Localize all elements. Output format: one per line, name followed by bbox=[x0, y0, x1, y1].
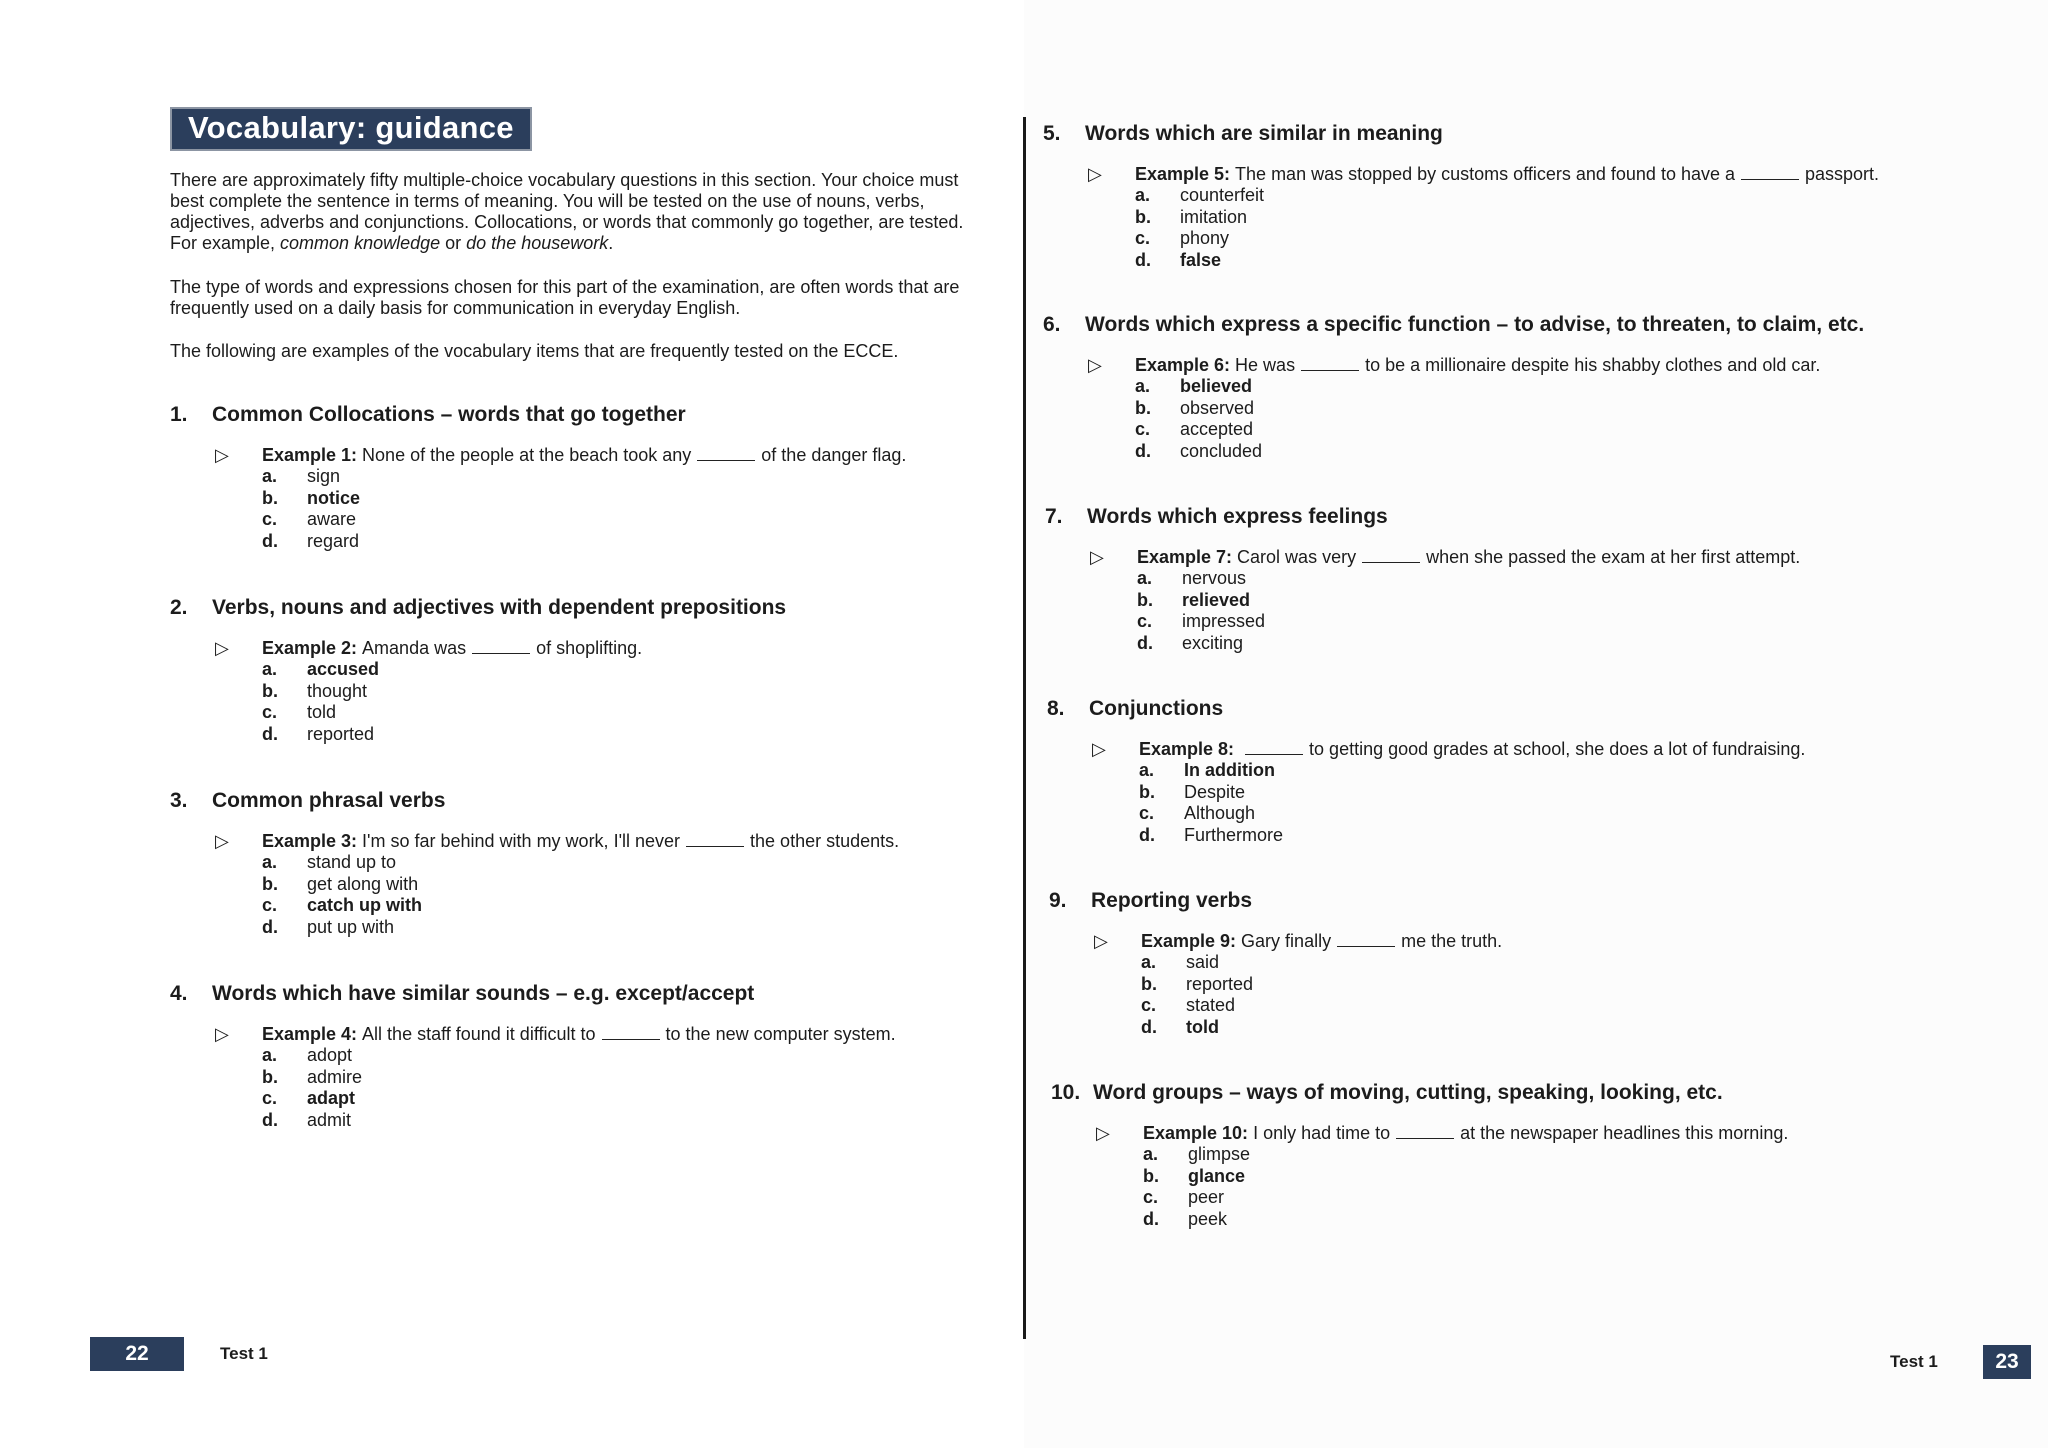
options-list bbox=[262, 1045, 896, 1131]
intro-text: The type of words and expressions chosen for this part of the examination, are often words that are frequently used on a daily basis for communication in everyday English. bbox=[170, 277, 960, 318]
answer-blank bbox=[1301, 356, 1359, 371]
option-text: get along with bbox=[307, 873, 419, 894]
example-text-after: when she passed the exam at her first attempt. bbox=[1426, 547, 1801, 567]
vocab-section-9 bbox=[1049, 889, 1502, 1038]
intro-text: The following are examples of the vocabulary items that are frequently tested on the ECCE. bbox=[170, 341, 899, 361]
option-text: accepted bbox=[1180, 419, 1254, 439]
option-letter: c. bbox=[1135, 228, 1151, 248]
section-title bbox=[1043, 313, 1864, 337]
option-letter: a. bbox=[1141, 952, 1157, 972]
section-number: 1. bbox=[170, 403, 188, 426]
option-answer: glance bbox=[1188, 1165, 1246, 1186]
answer-blank bbox=[1337, 932, 1395, 947]
intro-emphasis: common knowledge bbox=[280, 233, 441, 253]
option-letter: b. bbox=[262, 680, 278, 701]
vocab-section-1 bbox=[170, 403, 906, 552]
intro-paragraph-2 bbox=[170, 277, 970, 319]
option-item bbox=[1135, 185, 1879, 207]
vocab-section-4 bbox=[170, 982, 896, 1131]
section-number: 5. bbox=[1043, 122, 1061, 145]
section-title-text: Words which express feelings bbox=[1087, 505, 1388, 528]
section-number: 9. bbox=[1049, 889, 1067, 912]
section-number: 10. bbox=[1051, 1081, 1081, 1104]
option-item bbox=[262, 895, 899, 917]
example-sentence bbox=[1049, 931, 1502, 952]
section-title-text: Words which are similar in meaning bbox=[1085, 122, 1443, 145]
option-item bbox=[1135, 207, 1879, 229]
section-number: 4. bbox=[170, 982, 188, 1005]
options-list bbox=[1135, 185, 1879, 271]
example-text-before: I'm so far behind with my work, I'll never bbox=[362, 831, 681, 851]
option-answer: believed bbox=[1180, 376, 1253, 396]
option-letter: b. bbox=[1139, 781, 1155, 802]
option-item bbox=[1137, 568, 1800, 590]
option-text: Despite bbox=[1184, 781, 1246, 802]
triangle-arrow-icon: ▷ bbox=[1088, 355, 1102, 375]
example-text-before: None of the people at the beach took any bbox=[362, 445, 692, 465]
option-text: nervous bbox=[1182, 568, 1247, 588]
option-text: glimpse bbox=[1188, 1144, 1251, 1164]
option-answer: relieved bbox=[1182, 589, 1251, 610]
example-sentence bbox=[1051, 1123, 1788, 1144]
option-answer: false bbox=[1180, 249, 1222, 270]
option-item bbox=[262, 702, 786, 724]
options-list bbox=[262, 659, 786, 745]
options-list bbox=[1135, 376, 1864, 462]
option-answer: adapt bbox=[307, 1088, 356, 1108]
option-item bbox=[262, 724, 786, 746]
option-text: reported bbox=[307, 723, 375, 744]
option-text: sign bbox=[307, 466, 341, 486]
example-label: Example 9: bbox=[1141, 931, 1237, 951]
triangle-arrow-icon: ▷ bbox=[1096, 1123, 1110, 1143]
option-letter: a. bbox=[262, 1045, 278, 1065]
option-item bbox=[1137, 633, 1800, 655]
option-text: concluded bbox=[1180, 440, 1263, 461]
option-item bbox=[1143, 1144, 1788, 1166]
example-label: Example 1: bbox=[262, 445, 358, 465]
intro-paragraph-1 bbox=[170, 170, 970, 254]
options-list bbox=[1141, 952, 1502, 1038]
option-letter: b. bbox=[262, 487, 278, 508]
option-answer: In addition bbox=[1184, 760, 1275, 780]
example-text-after: of shoplifting. bbox=[536, 638, 643, 658]
option-answer: catch up with bbox=[307, 895, 423, 915]
option-item bbox=[1141, 974, 1502, 996]
option-text: observed bbox=[1180, 397, 1255, 418]
option-letter: b. bbox=[1141, 973, 1157, 994]
option-letter: d. bbox=[262, 1109, 278, 1130]
option-letter: d. bbox=[1135, 440, 1151, 461]
option-item bbox=[1135, 228, 1879, 250]
example-sentence bbox=[170, 831, 899, 852]
section-title bbox=[1047, 697, 1805, 721]
option-item bbox=[1135, 376, 1864, 398]
answer-blank bbox=[1362, 548, 1420, 563]
option-item bbox=[262, 488, 906, 510]
option-text: adopt bbox=[307, 1045, 353, 1065]
option-letter: b. bbox=[262, 1066, 278, 1087]
section-title bbox=[1045, 505, 1800, 529]
options-list bbox=[262, 852, 899, 938]
section-number: 6. bbox=[1043, 313, 1061, 336]
example-sentence bbox=[1045, 547, 1800, 568]
option-text: admit bbox=[307, 1109, 352, 1130]
option-letter: c. bbox=[1143, 1187, 1159, 1207]
option-letter: b. bbox=[1135, 397, 1151, 418]
option-text: admire bbox=[307, 1066, 363, 1087]
option-letter: c. bbox=[1141, 995, 1157, 1015]
section-title bbox=[170, 596, 786, 620]
triangle-arrow-icon: ▷ bbox=[215, 1024, 229, 1044]
option-text: exciting bbox=[1182, 632, 1244, 653]
example-text-after: the other students. bbox=[750, 831, 900, 851]
option-letter: c. bbox=[262, 1088, 278, 1108]
example-text-after: of the danger flag. bbox=[761, 445, 907, 465]
triangle-arrow-icon: ▷ bbox=[1090, 547, 1104, 567]
option-answer: notice bbox=[307, 487, 361, 508]
option-item bbox=[1139, 760, 1805, 782]
example-sentence bbox=[1043, 355, 1864, 376]
example-text-before: He was bbox=[1235, 355, 1296, 375]
example-text-after: me the truth. bbox=[1401, 931, 1503, 951]
answer-blank bbox=[1396, 1124, 1454, 1139]
option-text: Although bbox=[1184, 803, 1256, 823]
section-title bbox=[170, 403, 906, 427]
option-item bbox=[262, 509, 906, 531]
answer-blank bbox=[472, 639, 530, 654]
option-item bbox=[262, 681, 786, 703]
page-spine bbox=[1023, 117, 1026, 1339]
option-item bbox=[1141, 952, 1502, 974]
option-item bbox=[1139, 825, 1805, 847]
answer-blank bbox=[686, 832, 744, 847]
option-answer: told bbox=[1186, 1016, 1219, 1037]
example-sentence bbox=[1043, 164, 1879, 185]
answer-blank bbox=[602, 1025, 660, 1040]
footer-test-label-left: Test 1 bbox=[220, 1344, 268, 1363]
example-sentence bbox=[170, 638, 786, 659]
section-number: 8. bbox=[1047, 697, 1065, 720]
option-letter: c. bbox=[262, 702, 278, 722]
example-text-after: to getting good grades at school, she does a lot of fundraising. bbox=[1309, 739, 1806, 759]
section-title-text: Conjunctions bbox=[1089, 697, 1224, 720]
example-label: Example 5: bbox=[1135, 164, 1231, 184]
options-list bbox=[1137, 568, 1800, 654]
triangle-arrow-icon: ▷ bbox=[215, 445, 229, 465]
example-text-after: to be a millionaire despite his shabby clothes and old car. bbox=[1365, 355, 1821, 375]
option-letter: c. bbox=[1139, 803, 1155, 823]
option-letter: a. bbox=[1135, 185, 1151, 205]
vocab-section-3 bbox=[170, 789, 899, 938]
vocab-section-6 bbox=[1043, 313, 1864, 462]
example-sentence bbox=[170, 1024, 896, 1045]
option-item bbox=[1137, 611, 1800, 633]
option-letter: c. bbox=[1137, 611, 1153, 631]
option-item bbox=[1139, 782, 1805, 804]
option-text: said bbox=[1186, 952, 1220, 972]
option-text: counterfeit bbox=[1180, 185, 1265, 205]
option-item bbox=[1139, 803, 1805, 825]
section-title-text: Common Collocations – words that go together bbox=[212, 403, 686, 426]
example-label: Example 7: bbox=[1137, 547, 1233, 567]
option-letter: a. bbox=[1139, 760, 1155, 780]
option-letter: d. bbox=[262, 916, 278, 937]
option-text: told bbox=[307, 702, 337, 722]
section-title bbox=[1049, 889, 1502, 913]
option-letter: a. bbox=[262, 852, 278, 872]
example-text-before: Gary finally bbox=[1241, 931, 1332, 951]
option-letter: c. bbox=[1135, 419, 1151, 439]
option-item bbox=[262, 852, 899, 874]
example-text-before: The man was stopped by customs officers and found to have a bbox=[1235, 164, 1736, 184]
intro-text: There are approximately fifty multiple-choice vocabulary questions in this section. Your choice must best complete the sentence in terms of meaning. You will be tested on the use of nouns, verbs, adjectives, adverbs and conjunctions. Collocations, or words that commonly go together, are tested. For example, bbox=[170, 170, 964, 253]
option-item bbox=[1143, 1187, 1788, 1209]
example-label: Example 2: bbox=[262, 638, 358, 658]
option-letter: b. bbox=[1135, 206, 1151, 227]
vocab-section-10 bbox=[1051, 1081, 1788, 1230]
option-item bbox=[1135, 419, 1864, 441]
option-letter: b. bbox=[1137, 589, 1153, 610]
option-item bbox=[262, 1045, 896, 1067]
option-text: peer bbox=[1188, 1187, 1225, 1207]
example-label: Example 4: bbox=[262, 1024, 358, 1044]
example-text-before: I only had time to bbox=[1253, 1123, 1391, 1143]
option-letter: b. bbox=[1143, 1165, 1159, 1186]
option-letter: a. bbox=[262, 466, 278, 486]
option-text: Furthermore bbox=[1184, 824, 1284, 845]
option-letter: d. bbox=[1141, 1016, 1157, 1037]
triangle-arrow-icon: ▷ bbox=[1088, 164, 1102, 184]
section-title-text: Words which have similar sounds – e.g. except/accept bbox=[212, 982, 755, 1005]
option-letter: d. bbox=[1135, 249, 1151, 270]
answer-blank bbox=[697, 446, 755, 461]
option-answer: accused bbox=[307, 659, 380, 679]
example-label: Example 3: bbox=[262, 831, 358, 851]
option-item bbox=[262, 531, 906, 553]
option-letter: b. bbox=[262, 873, 278, 894]
example-text-after: to the new computer system. bbox=[665, 1024, 896, 1044]
example-text-before: Carol was very bbox=[1237, 547, 1357, 567]
options-list bbox=[262, 466, 906, 552]
option-text: phony bbox=[1180, 228, 1230, 248]
option-text: stated bbox=[1186, 995, 1236, 1015]
option-text: imitation bbox=[1180, 206, 1248, 227]
option-text: thought bbox=[307, 680, 368, 701]
intro-text: or bbox=[440, 233, 467, 253]
triangle-arrow-icon: ▷ bbox=[215, 831, 229, 851]
option-letter: d. bbox=[1137, 632, 1153, 653]
option-letter: d. bbox=[262, 723, 278, 744]
option-item bbox=[262, 466, 906, 488]
answer-blank bbox=[1741, 165, 1799, 180]
section-number: 7. bbox=[1045, 505, 1063, 528]
option-letter: a. bbox=[262, 659, 278, 679]
option-item bbox=[262, 1110, 896, 1132]
option-letter: d. bbox=[1139, 824, 1155, 845]
section-number: 2. bbox=[170, 596, 188, 619]
example-text-after: at the newspaper headlines this morning. bbox=[1460, 1123, 1789, 1143]
option-item bbox=[262, 1067, 896, 1089]
option-text: put up with bbox=[307, 916, 395, 937]
triangle-arrow-icon: ▷ bbox=[1092, 739, 1106, 759]
vocab-section-2 bbox=[170, 596, 786, 745]
section-title-text: Common phrasal verbs bbox=[212, 789, 446, 812]
option-letter: c. bbox=[262, 509, 278, 529]
example-text-after: passport. bbox=[1805, 164, 1880, 184]
option-item bbox=[1135, 250, 1879, 272]
option-text: impressed bbox=[1182, 611, 1266, 631]
option-item bbox=[1135, 398, 1864, 420]
option-item bbox=[262, 874, 899, 896]
option-letter: a. bbox=[1135, 376, 1151, 396]
example-text-before: Amanda was bbox=[362, 638, 467, 658]
answer-blank bbox=[1245, 740, 1303, 755]
example-sentence bbox=[170, 445, 906, 466]
footer-test-label-right: Test 1 bbox=[1890, 1352, 1938, 1371]
vocab-section-8 bbox=[1047, 697, 1805, 846]
section-title bbox=[170, 982, 896, 1006]
section-title-text: Words which express a specific function – to advise, to threaten, to claim, etc. bbox=[1085, 313, 1865, 336]
vocab-section-5 bbox=[1043, 122, 1879, 271]
option-item bbox=[262, 917, 899, 939]
intro-emphasis: do the housework bbox=[466, 233, 609, 253]
option-letter: a. bbox=[1137, 568, 1153, 588]
vocab-section-7 bbox=[1045, 505, 1800, 654]
section-title-text: Verbs, nouns and adjectives with dependent prepositions bbox=[212, 596, 787, 619]
option-text: regard bbox=[307, 530, 360, 551]
option-item bbox=[1141, 1017, 1502, 1039]
option-letter: d. bbox=[262, 530, 278, 551]
option-text: peek bbox=[1188, 1208, 1228, 1229]
option-text: aware bbox=[307, 509, 357, 529]
example-label: Example 8: bbox=[1139, 739, 1235, 759]
section-title bbox=[1051, 1081, 1788, 1105]
section-number: 3. bbox=[170, 789, 188, 812]
option-item bbox=[1143, 1166, 1788, 1188]
option-text: reported bbox=[1186, 973, 1254, 994]
options-list bbox=[1139, 760, 1805, 846]
page-heading: Vocabulary: guidance bbox=[170, 107, 532, 151]
option-letter: c. bbox=[262, 895, 278, 915]
page-number-left: 22 bbox=[90, 1337, 184, 1371]
option-text: stand up to bbox=[307, 852, 397, 872]
option-item bbox=[262, 659, 786, 681]
option-letter: a. bbox=[1143, 1144, 1159, 1164]
option-item bbox=[1137, 590, 1800, 612]
option-item bbox=[1135, 441, 1864, 463]
option-letter: d. bbox=[1143, 1208, 1159, 1229]
example-text-before: All the staff found it difficult to bbox=[362, 1024, 596, 1044]
example-label: Example 10: bbox=[1143, 1123, 1249, 1143]
page-number-right: 23 bbox=[1983, 1345, 2031, 1379]
option-item bbox=[1143, 1209, 1788, 1231]
section-title-text: Reporting verbs bbox=[1091, 889, 1253, 912]
option-item bbox=[262, 1088, 896, 1110]
section-title bbox=[170, 789, 899, 813]
section-title-text: Word groups – ways of moving, cutting, speaking, looking, etc. bbox=[1093, 1081, 1723, 1104]
triangle-arrow-icon: ▷ bbox=[215, 638, 229, 658]
example-label: Example 6: bbox=[1135, 355, 1231, 375]
option-item bbox=[1141, 995, 1502, 1017]
options-list bbox=[1143, 1144, 1788, 1230]
triangle-arrow-icon: ▷ bbox=[1094, 931, 1108, 951]
intro-text: . bbox=[608, 233, 614, 253]
section-title bbox=[1043, 122, 1879, 146]
example-sentence bbox=[1047, 739, 1805, 760]
intro-paragraph-3 bbox=[170, 341, 970, 362]
